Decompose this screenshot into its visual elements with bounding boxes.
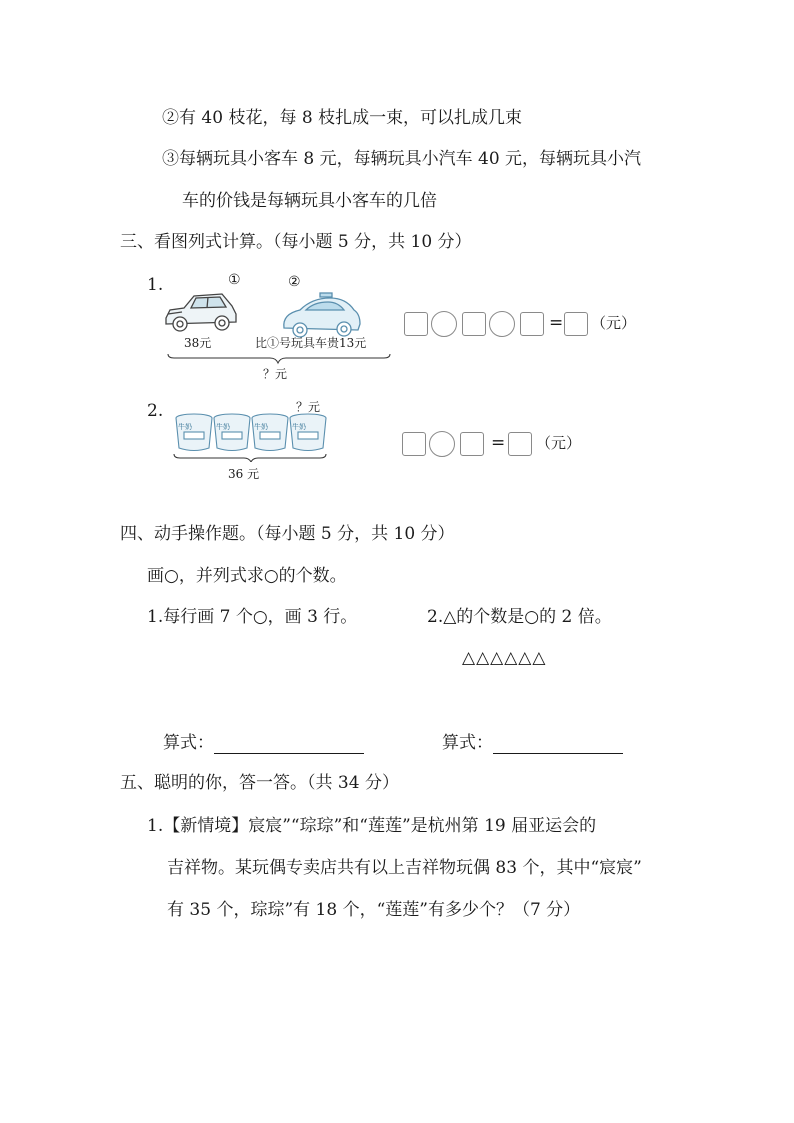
formula-2-blank[interactable] (493, 735, 623, 754)
answer-box[interactable] (462, 312, 486, 336)
formula-1-blank[interactable] (214, 735, 364, 754)
unit-label: （元） (591, 314, 637, 332)
answer-box[interactable] (402, 432, 426, 456)
answer-box[interactable] (520, 312, 544, 336)
section-4-title: 四、动手操作题。（每小题 5 分，共 10 分） (120, 524, 455, 544)
cars-total-label: ？元 (263, 367, 288, 381)
jar-brand: 牛奶 (292, 423, 306, 431)
car-2-price-label: 比①号玩具车贵13元 (255, 336, 367, 350)
formula-2-label: 算式： (442, 733, 493, 753)
answer-box[interactable] (460, 432, 484, 456)
task-2: 2.△的个数是○的 2 倍。 (427, 607, 612, 627)
operator-circle[interactable] (489, 311, 515, 337)
task-1: 1.每行画 7 个○，画 3 行。 (147, 607, 358, 627)
equals-sign: = (491, 433, 506, 453)
operator-circle[interactable] (431, 311, 457, 337)
section-5-question-1-line-1: 1.【新情境】宸宸”“琮琮”和“莲莲”是杭州第 19 届亚运会的 (147, 816, 597, 836)
question-2: ②有 40 枝花，每 8 枝扎成一束，可以扎成几束 (162, 108, 523, 128)
formula-2 (442, 732, 623, 754)
car-1-price: 38元 (184, 336, 212, 350)
section-5-title: 五、聪明的你，答一答。（共 34 分） (120, 773, 399, 793)
toy-car-1-icon (166, 294, 236, 331)
each-price-label: ？元 (296, 400, 321, 414)
jars-total-label: 36 元 (228, 467, 260, 481)
milk-figure (170, 396, 340, 486)
unit-label: （元） (536, 434, 582, 452)
formula-1-label: 算式： (163, 733, 214, 753)
jar-brand: 牛奶 (254, 423, 268, 431)
operator-circle[interactable] (429, 431, 455, 457)
cars-figure (160, 270, 400, 390)
answer-box[interactable] (404, 312, 428, 336)
equals-sign: = (549, 313, 564, 333)
jar-brand: 牛奶 (178, 423, 192, 431)
problem-1-number: 1. (147, 275, 164, 295)
result-box[interactable] (508, 432, 532, 456)
formula-1 (163, 732, 364, 754)
section-3-title: 三、看图列式计算。（每小题 5 分，共 10 分） (120, 232, 472, 252)
car-1-marker: ① (228, 272, 241, 288)
toy-car-2-icon (284, 293, 360, 337)
car-2-marker: ② (288, 274, 301, 290)
jar-brand: 牛奶 (216, 423, 230, 431)
section-5-question-1-line-2: 吉祥物。某玩偶专卖店共有以上吉祥物玩偶 83 个，其中“宸宸” (167, 858, 642, 878)
result-box[interactable] (564, 312, 588, 336)
section-4-instruction: 画○，并列式求○的个数。 (147, 566, 347, 586)
problem-2-number: 2. (147, 401, 164, 421)
triangles-row: △△△△△△ (462, 648, 547, 668)
question-3-line-2: 车的价钱是每辆玩具小客车的几倍 (182, 191, 437, 211)
section-5-question-1-line-3: 有 35 个，琮琮”有 18 个，“莲莲”有多少个？（7 分） (167, 900, 581, 920)
question-3-line-1: ③每辆玩具小客车 8 元，每辆玩具小汽车 40 元，每辆玩具小汽 (162, 149, 642, 169)
